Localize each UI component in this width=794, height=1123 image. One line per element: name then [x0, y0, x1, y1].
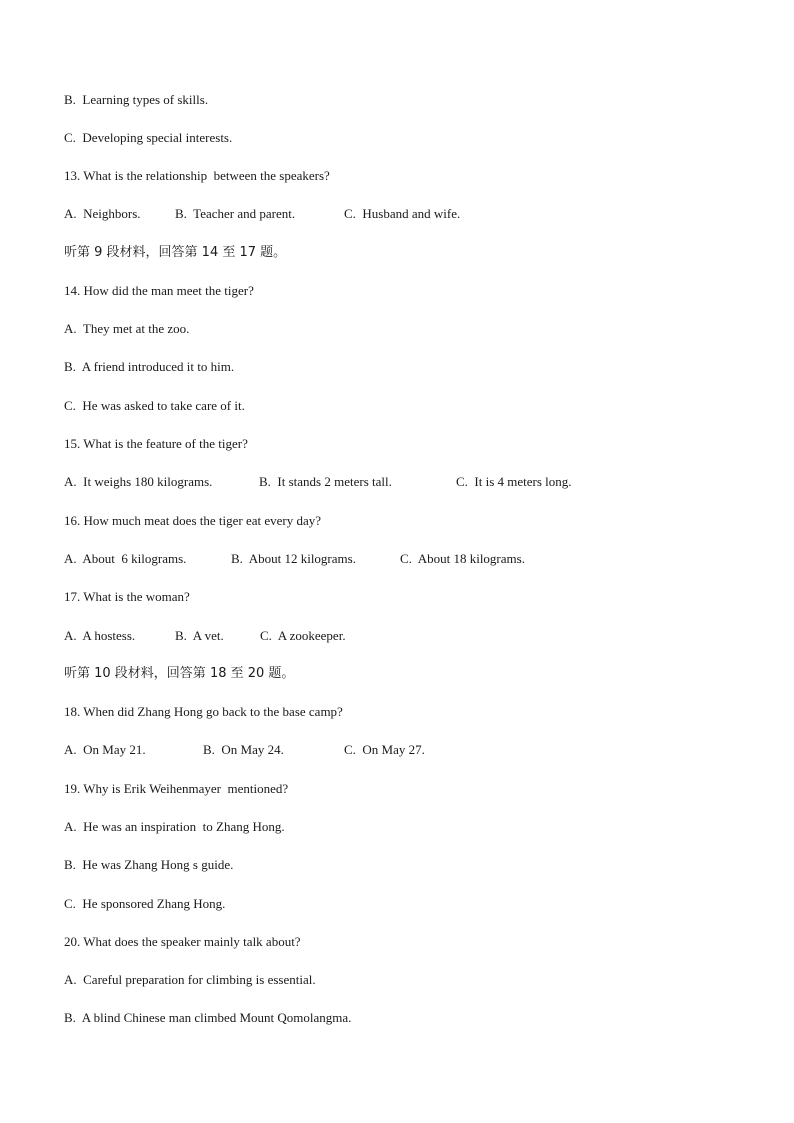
option-14a: A. They met at the zoo.	[64, 321, 190, 336]
question-14: 14. How did the man meet the tiger?	[64, 283, 254, 298]
options-18	[64, 742, 764, 758]
question-16: 16. How much meat does the tiger eat every day?	[64, 513, 322, 528]
option-13c: C. Husband and wife.	[344, 206, 461, 221]
option-14c: C. He was asked to take care of it.	[64, 398, 245, 413]
option-15c: C. It is 4 meters long.	[456, 474, 572, 489]
option-19a: A. He was an inspiration to Zhang Hong.	[64, 819, 285, 834]
option-19b: B. He was Zhang Hong s guide.	[64, 857, 234, 872]
option-18c: C. On May 27.	[344, 742, 425, 757]
section-heading-9: 听第 9 段材料，回答第 14 至 17 题。	[64, 245, 287, 260]
option-12c: C. Developing special interests.	[64, 130, 233, 145]
option-18b: B. On May 24.	[203, 742, 284, 757]
option-17a: A. A hostess.	[64, 628, 136, 643]
option-17c: C. A zookeeper.	[260, 628, 346, 643]
option-15a: A. It weighs 180 kilograms.	[64, 474, 213, 489]
option-20b: B. A blind Chinese man climbed Mount Qomolangma.	[64, 1010, 352, 1025]
option-19c: C. He sponsored Zhang Hong.	[64, 896, 226, 911]
options-13	[64, 206, 764, 222]
section-heading-10: 听第 10 段材料，回答第 18 至 20 题。	[64, 666, 295, 681]
question-20: 20. What does the speaker mainly talk about?	[64, 934, 301, 949]
question-13: 13. What is the relationship between the speakers?	[64, 168, 330, 183]
options-16	[64, 551, 764, 567]
options-17	[64, 628, 764, 644]
option-16a: A. About 6 kilograms.	[64, 551, 187, 566]
option-14b: B. A friend introduced it to him.	[64, 359, 235, 374]
option-20a: A. Careful preparation for climbing is essential.	[64, 972, 316, 987]
option-12b: B. Learning types of skills.	[64, 92, 209, 107]
option-16c: C. About 18 kilograms.	[400, 551, 525, 566]
option-16b: B. About 12 kilograms.	[231, 551, 356, 566]
question-17: 17. What is the woman?	[64, 589, 190, 604]
question-18: 18. When did Zhang Hong go back to the base camp?	[64, 704, 343, 719]
question-19: 19. Why is Erik Weihenmayer mentioned?	[64, 781, 289, 796]
option-13b: B. Teacher and parent.	[175, 206, 296, 221]
option-17b: B. A vet.	[175, 628, 224, 643]
question-15: 15. What is the feature of the tiger?	[64, 436, 248, 451]
option-15b: B. It stands 2 meters tall.	[259, 474, 392, 489]
options-15	[64, 474, 764, 490]
option-18a: A. On May 21.	[64, 742, 146, 757]
option-13a: A. Neighbors.	[64, 206, 141, 221]
